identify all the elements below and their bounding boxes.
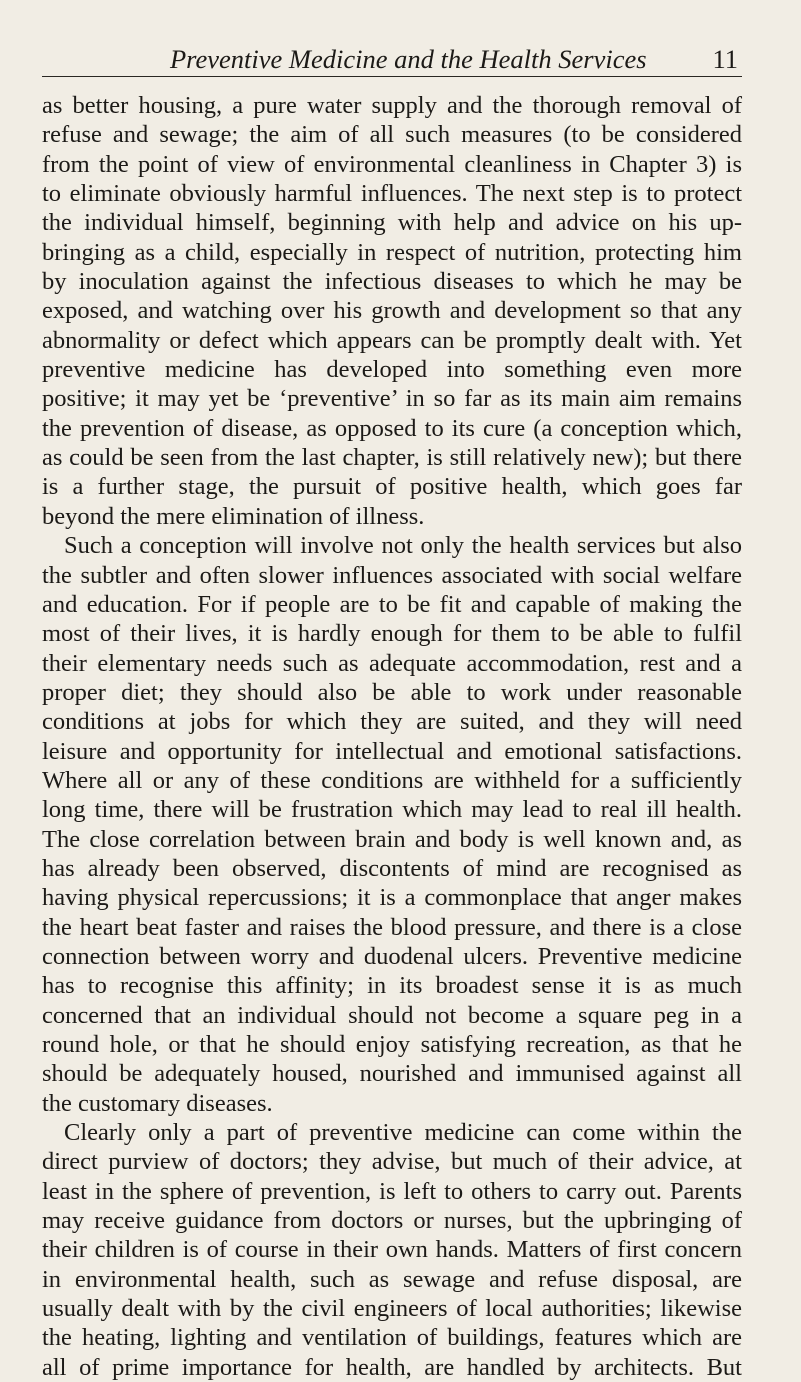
text-line: conditions at jobs for which they are suited, and they will need — [42, 708, 742, 736]
text-line: has to recognise this affinity; in its broadest sense it is as much — [42, 972, 742, 1000]
text-line: most of their lives, it is hardly enough for them to be able to fulfil — [42, 620, 742, 648]
text-line: leisure and opportunity for intellectual and emotional satisfactions. — [42, 737, 742, 765]
text-line: is a further stage, the pursuit of positive health, which goes far — [42, 473, 742, 501]
text-line: The close correlation between brain and body is well known and, as — [42, 825, 742, 853]
running-title: Preventive Medicine and the Health Services — [170, 44, 647, 74]
text-line: by inoculation against the infectious diseases to which he may be — [42, 268, 742, 296]
text-line: proper diet; they should also be able to work under reasonable — [42, 678, 742, 706]
body-text — [42, 91, 742, 1382]
page-number: 11 — [712, 44, 738, 74]
text-line: to eliminate obviously harmful influences. The next step is to protect — [42, 180, 742, 208]
text-line: Such a conception will involve not only the health services but also — [64, 532, 742, 560]
text-line: the subtler and often slower influences associated with social welfare — [42, 561, 742, 589]
text-line: Clearly only a part of preventive medicine can come within the — [64, 1119, 742, 1147]
text-line: and education. For if people are to be fit and capable of making the — [42, 590, 742, 618]
text-line: the individual himself, beginning with help and advice on his up- — [42, 209, 742, 237]
text-line: all of prime importance for health, are handled by architects. But — [42, 1353, 742, 1381]
text-line: from the point of view of environmental cleanliness in Chapter 3) is — [42, 150, 742, 178]
text-line: positive; it may yet be ‘preventive’ in so far as its main aim remains — [42, 385, 742, 413]
text-line: beyond the mere elimination of illness. — [42, 502, 425, 530]
text-line: bringing as a child, especially in respect of nutrition, protecting him — [42, 238, 742, 266]
text-line: their elementary needs such as adequate accommodation, rest and a — [42, 649, 742, 677]
text-line: should be adequately housed, nourished and immunised against all — [42, 1060, 742, 1088]
text-line: may receive guidance from doctors or nurses, but the upbringing of — [42, 1207, 742, 1235]
text-line: abnormality or defect which appears can be promptly dealt with. Yet — [42, 326, 742, 354]
text-line: having physical repercussions; it is a commonplace that anger makes — [42, 884, 742, 912]
text-line: in environmental health, such as sewage and refuse disposal, are — [42, 1265, 742, 1293]
text-line: direct purview of doctors; they advise, but much of their advice, at — [42, 1148, 742, 1176]
text-line: as better housing, a pure water supply and the thorough removal of — [42, 92, 742, 119]
text-line: the heart beat faster and raises the blood pressure, and there is a close — [42, 913, 742, 941]
text-line: their children is of course in their own hands. Matters of first concern — [42, 1236, 742, 1264]
text-line: the customary diseases. — [42, 1089, 273, 1117]
text-line: connection between worry and duodenal ulcers. Preventive medicine — [42, 942, 742, 970]
running-header — [42, 44, 742, 77]
text-line: Where all or any of these conditions are withheld for a sufficiently — [42, 766, 742, 794]
text-line: preventive medicine has developed into something even more — [42, 356, 742, 384]
text-line: the heating, lighting and ventilation of buildings, features which are — [42, 1324, 742, 1352]
text-line: has already been observed, discontents of mind are recognised as — [42, 854, 742, 882]
text-line: least in the sphere of prevention, is left to others to carry out. Parents — [42, 1177, 742, 1205]
text-line: the prevention of disease, as opposed to its cure (a conception which, — [42, 414, 742, 442]
text-line: usually dealt with by the civil engineers of local authorities; likewise — [42, 1295, 742, 1323]
text-line: as could be seen from the last chapter, is still relatively new); but there — [42, 444, 742, 472]
text-line: exposed, and watching over his growth and development so that any — [42, 297, 742, 325]
text-line: long time, there will be frustration which may lead to real ill health. — [42, 796, 742, 824]
text-line: refuse and sewage; the aim of all such measures (to be considered — [42, 121, 742, 149]
text-line: round hole, or that he should enjoy satisfying recreation, as that he — [42, 1031, 742, 1058]
text-line: concerned that an individual should not become a square peg in a — [42, 1001, 742, 1029]
